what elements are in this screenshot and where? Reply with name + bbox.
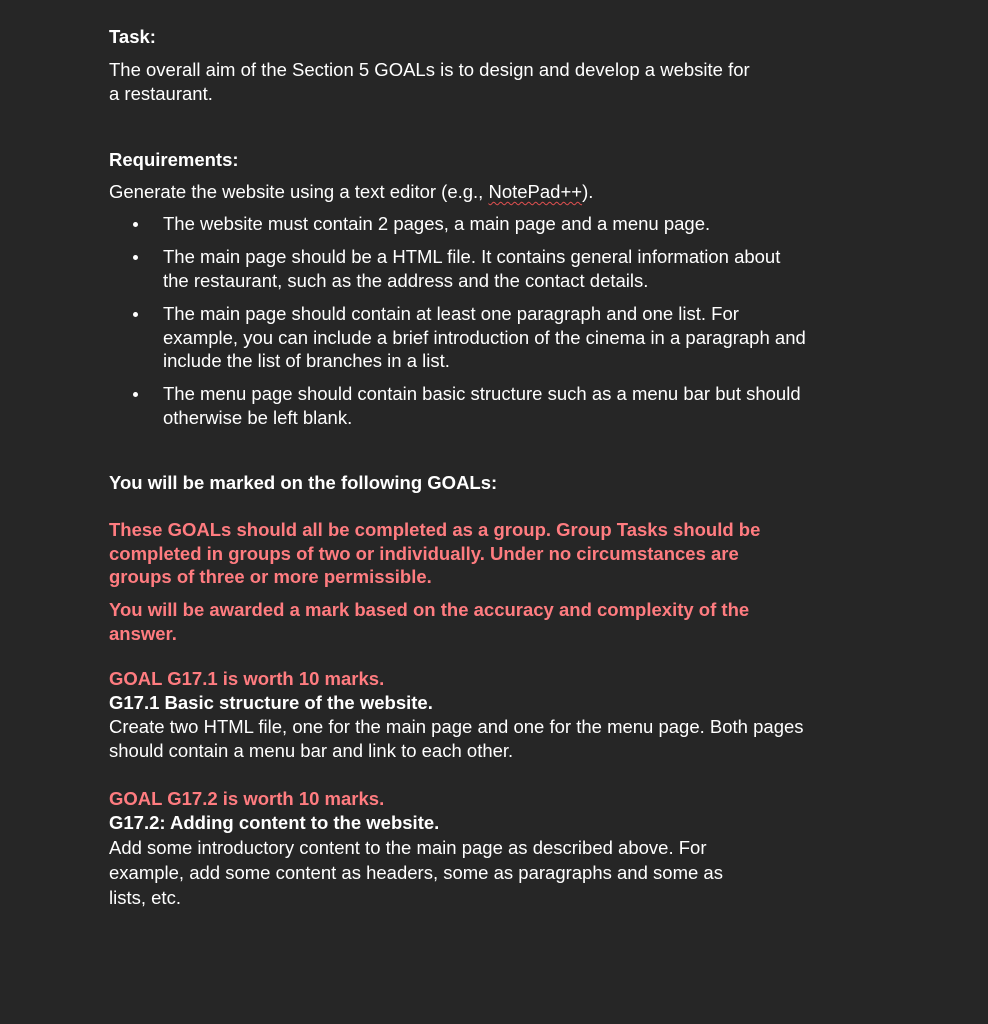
list-item-line: The menu page should contain basic structure such as a menu bar but should bbox=[163, 383, 801, 404]
goal-description-line: Create two HTML file, one for the main page and one for the menu page. Both pages bbox=[109, 716, 804, 737]
group-note bbox=[109, 518, 760, 589]
list-item-line: the restaurant, such as the address and the contact details. bbox=[163, 269, 649, 291]
goal-worth: GOAL G17.1 is worth 10 marks. bbox=[109, 668, 385, 689]
task-line: The overall aim of the Section 5 GOALs is to design and develop a website for bbox=[109, 59, 750, 80]
requirements-intro-prefix: Generate the website using a text editor (e.g., bbox=[109, 181, 489, 202]
list-item-line: The website must contain 2 pages, a main page and a menu page. bbox=[163, 213, 711, 234]
list-item bbox=[163, 382, 883, 429]
goal-description-line: Add some introductory content to the main page as described above. For bbox=[109, 837, 707, 858]
goal-g17-1 bbox=[109, 667, 804, 763]
group-note-line: completed in groups of two or individually. Under no circumstances are bbox=[109, 542, 739, 564]
goal-description-line: example, add some content as headers, some as paragraphs and some as bbox=[109, 862, 723, 883]
award-note-line: You will be awarded a mark based on the accuracy and complexity of the bbox=[109, 599, 750, 620]
goal-title: G17.1 Basic structure of the website. bbox=[109, 692, 433, 713]
goal-g17-2 bbox=[109, 787, 723, 910]
goal-worth: GOAL G17.2 is worth 10 marks. bbox=[109, 788, 385, 809]
bullet-dot bbox=[133, 222, 138, 227]
list-item-line: otherwise be left blank. bbox=[163, 406, 353, 428]
list-item bbox=[163, 245, 883, 292]
list-item-line: include the list of branches in a list. bbox=[163, 350, 450, 371]
marking-heading: You will be marked on the following GOALs: bbox=[109, 472, 498, 493]
list-item bbox=[163, 302, 883, 373]
list-item-line: The main page should be a HTML file. It contains general information about bbox=[163, 246, 781, 267]
goal-description-line: lists, etc. bbox=[109, 887, 181, 908]
list-item bbox=[163, 212, 883, 236]
tool-name: NotePad++ bbox=[488, 181, 583, 202]
bullet-dot bbox=[133, 392, 138, 397]
list-item-line: example, you can include a brief introduction of the cinema in a paragraph and bbox=[163, 326, 806, 348]
bullet-dot bbox=[133, 312, 138, 317]
task-heading: Task: bbox=[109, 26, 156, 47]
requirements-intro bbox=[109, 180, 593, 204]
task-description bbox=[109, 58, 750, 106]
requirements-intro-suffix: ). bbox=[582, 181, 594, 202]
goal-description-line: should contain a menu bar and link to each other. bbox=[109, 740, 514, 761]
group-note-line: groups of three or more permissible. bbox=[109, 566, 432, 587]
bullet-dot bbox=[133, 255, 138, 260]
goal-title: G17.2: Adding content to the website. bbox=[109, 812, 440, 833]
list-item-line: The main page should contain at least one paragraph and one list. For bbox=[163, 303, 739, 324]
group-note-line: These GOALs should all be completed as a group. Group Tasks should be bbox=[109, 519, 761, 540]
task-line: a restaurant. bbox=[109, 83, 213, 104]
requirements-heading: Requirements: bbox=[109, 149, 239, 170]
award-note-line: answer. bbox=[109, 622, 177, 644]
award-note bbox=[109, 598, 749, 645]
